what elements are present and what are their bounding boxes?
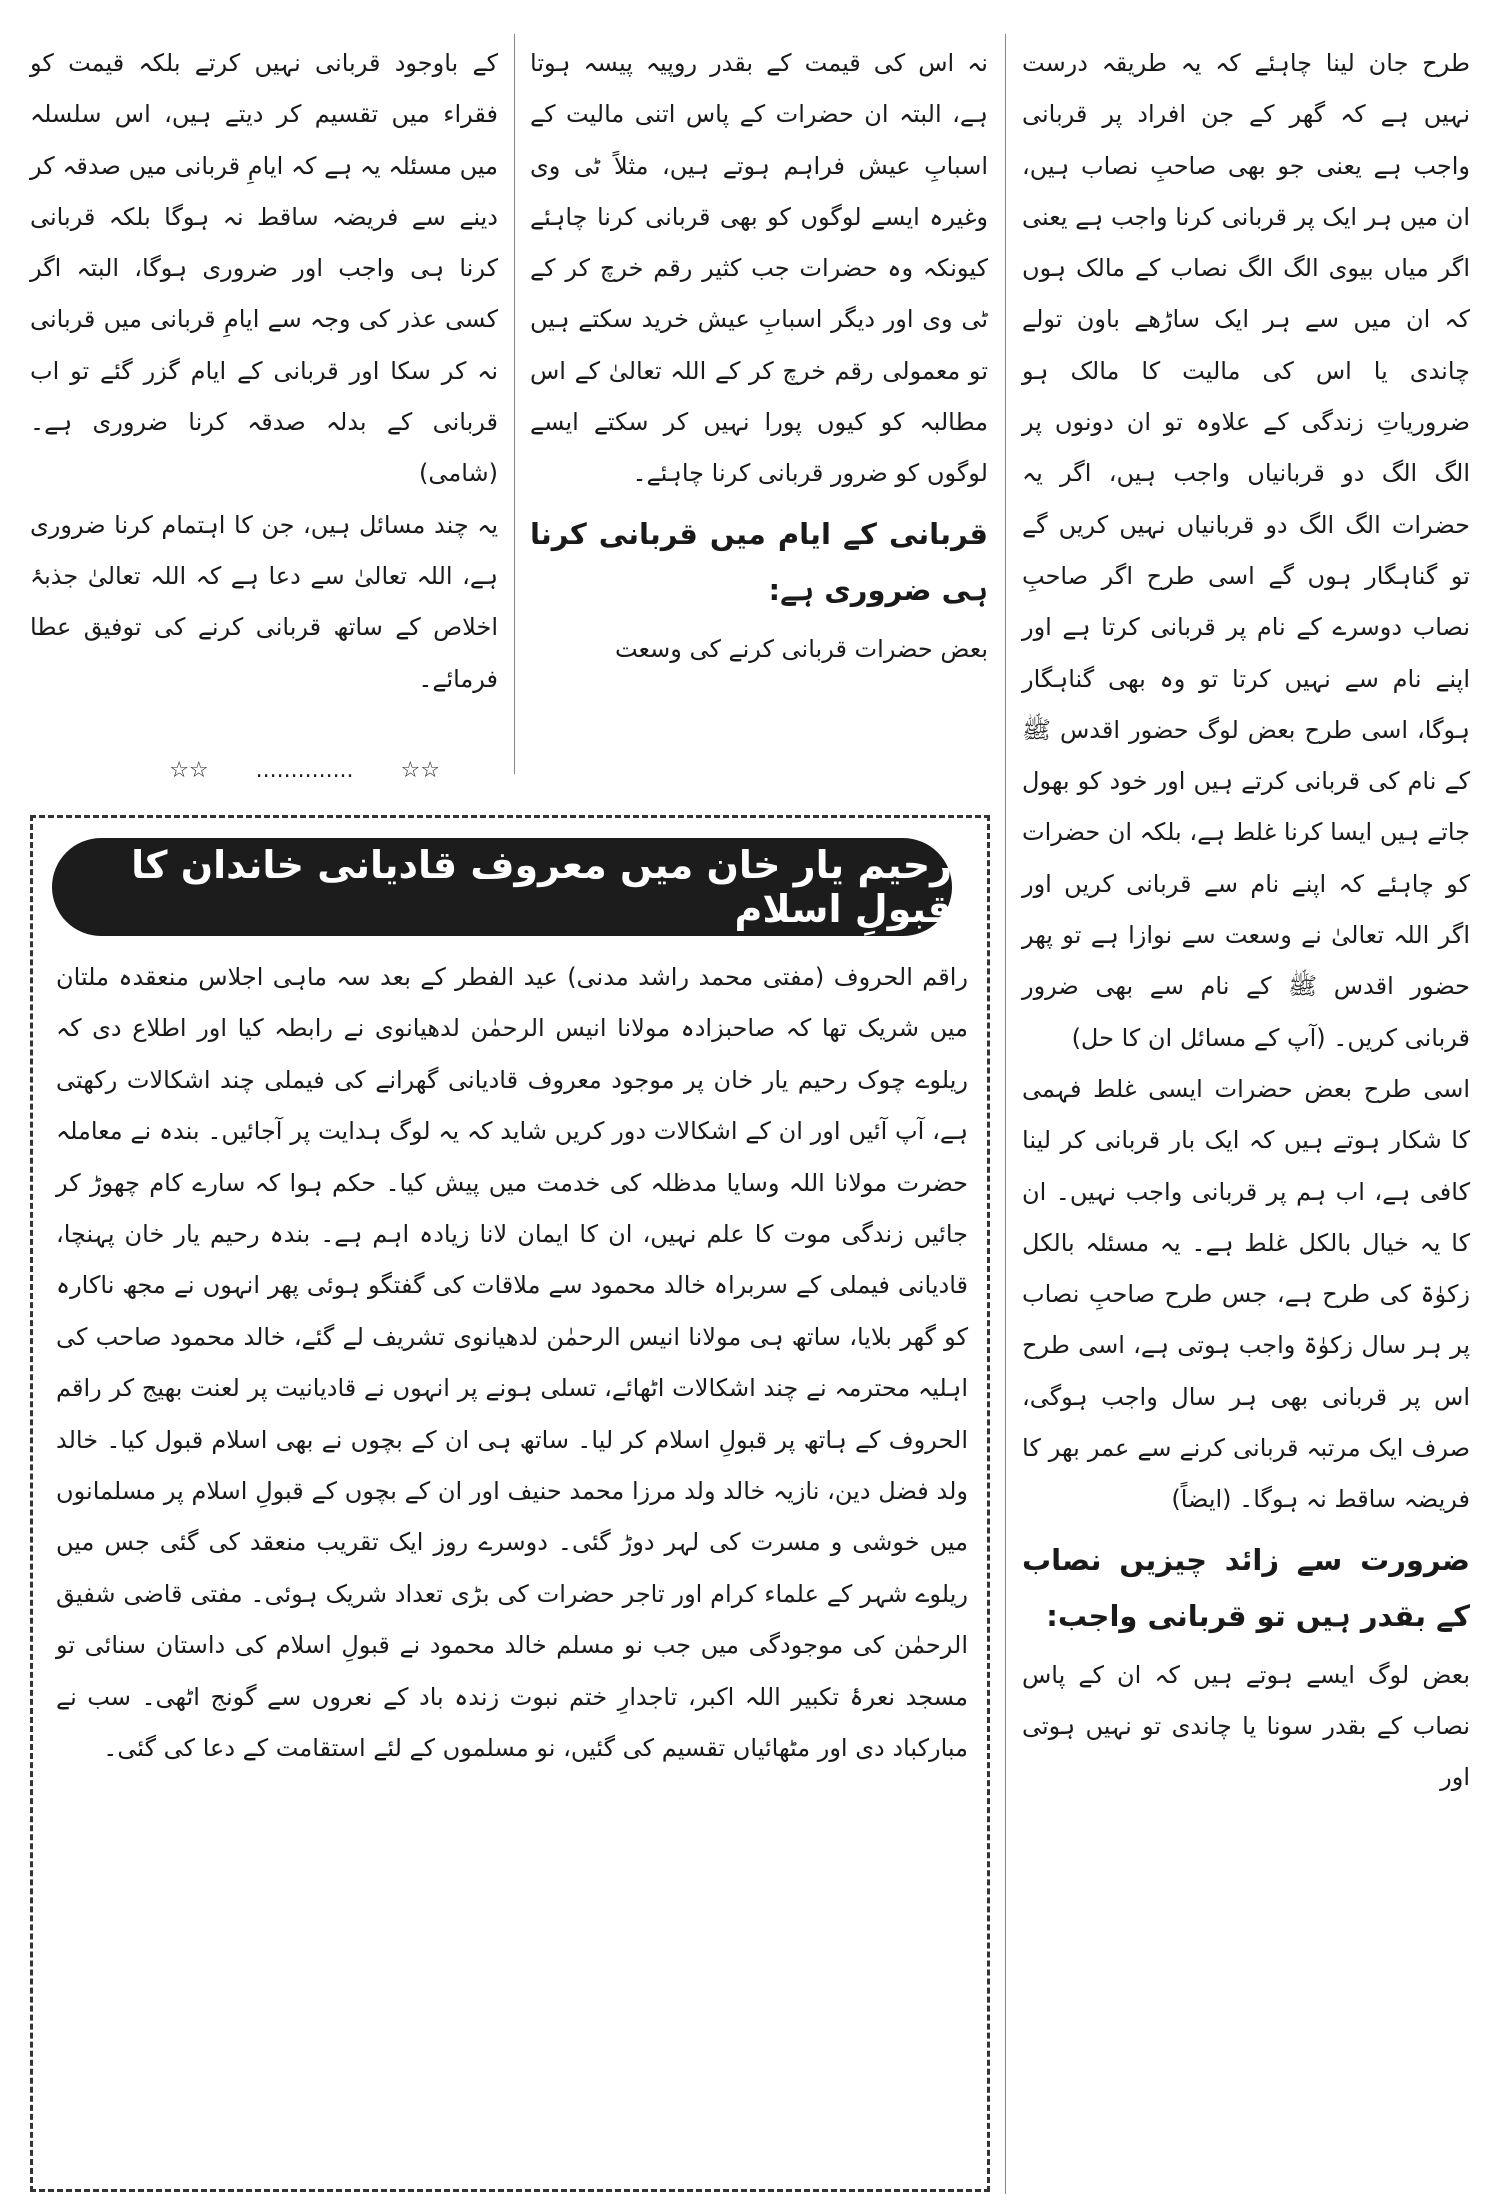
middle-paragraph-1: نہ اس کی قیمت کے بقدر روپیہ پیسہ ہوتا ہے، البتہ ان حضرات کے پاس اتنی مالیت کے اسبابِ عیش فراہم ہوتے ہیں، مثلاً ٹی وی وغیرہ ایسے لوگوں کو بھی قربانی کرنا چاہئے کیونکہ وہ حضرات جب کثیر رقم خرچ کر کے ٹی وی اور دیگر اسبابِ عیش خرید سکتے ہیں تو معمولی رقم خرچ کر کے اللہ تعالیٰ کے اس مطالبہ کو کیوں پورا نہیں کر سکتے ایسے لوگوں کو ضرور قربانی کرنا چاہئے۔ <box>530 49 988 488</box>
middle-section-heading: قربانی کے ایام میں قربانی کرنا ہی ضروری ہے: <box>530 516 988 607</box>
left-paragraph-2: یہ چند مسائل ہیں، جن کا اہتمام کرنا ضروری ہے، اللہ تعالیٰ سے دعا ہے کہ اللہ تعالیٰ جذبۂ اخلاص کے ساتھ قربانی کرنے کی توفیق عطا فرمائے۔ <box>30 510 498 693</box>
section-separator <box>40 758 440 792</box>
column-divider-left <box>514 34 515 774</box>
separator-stars: ☆☆ <box>169 758 209 783</box>
article-title: رحیم یار خان میں معروف قادیانی خاندان کا قبولِ اسلام <box>131 843 952 931</box>
left-paragraph-1: کے باوجود قربانی نہیں کرتے بلکہ قیمت کو فقراء میں تقسیم کر دیتے ہیں، اس سلسلہ میں مسئلہ یہ ہے کہ ایامِ قربانی میں صدقہ کر دینے سے فریضہ ساقط نہ ہوگا بلکہ قربانی کرنا ہی واجب اور ضروری ہوگا، البتہ اگر کسی عذر کی وجہ سے ایامِ قربانی میں قربانی نہ کر سکا اور قربانی کے ایام گزر گئے تو اب قربانی کے بدلہ صدقہ کرنا ضروری ہے۔ (شامی) <box>30 49 498 488</box>
right-section-heading: ضرورت سے زائد چیزیں نصاب کے بقدر ہیں تو قربانی واجب: <box>1022 1542 1470 1633</box>
right-paragraph-2: اسی طرح بعض حضرات ایسی غلط فہمی کا شکار ہوتے ہیں کہ ایک بار قربانی کر لینا کافی ہے، اب ہم پر قربانی واجب نہیں۔ ان کا یہ خیال بالکل غلط ہے۔ یہ مسئلہ بالکل زکوٰۃ کی طرح ہے، جس طرح صاحبِ نصاب پر ہر سال زکوٰۃ واجب ہوتی ہے، اسی طرح اس پر قربانی بھی ہر سال واجب ہوگی، صرف ایک مرتبہ قربانی کرنے سے عمر بھر کا فریضہ ساقط نہ ہوگا۔ (ایضاً) <box>1022 1074 1470 1514</box>
column-divider-right <box>1005 34 1006 2194</box>
separator-stars: ☆☆ <box>400 758 440 783</box>
right-paragraph-1: طرح جان لینا چاہئے کہ یہ طریقہ درست نہیں ہے کہ گھر کے جن افراد پر قربانی واجب ہے یعنی جو بھی صاحبِ نصاب ہیں، ان میں ہر ایک پر قربانی کرنا واجب ہے یعنی اگر میاں بیوی الگ الگ نصاب کے مالک ہوں کہ ان میں سے ہر ایک ساڑھے باون تولے چاندی یا اس کی مالیت کا مالک ہو ضروریاتِ زندگی کے علاوہ تو ان دونوں پر الگ الگ دو قربانیاں واجب ہیں، اگر یہ حضرات الگ الگ دو قربانیاں نہیں کریں گے تو گناہگار ہوں گے اسی طرح اگر صاحبِ نصاب دوسرے کے نام پر قربانی کرتا ہے اور اپنے نام سے نہیں کرتا تو وہ بھی گناہگار ہوگا، اسی طرح بعض لوگ حضور اقدس ﷺ کے نام کی قربانی کرتے ہیں اور خود کو بھول جاتے ہیں ایسا کرنا غلط ہے، بلکہ ان حضرات کو چاہئے کہ اپنے نام سے قربانی کریں اور اگر اللہ تعالیٰ نے وسعت سے نوازا ہے تو پھر حضور اقدس ﷺ کے نام سے بھی ضرور قربانی کریں۔ (آپ کے مسائل ان کا حل) <box>1022 49 1470 1052</box>
right-paragraph-3: بعض لوگ ایسے ہوتے ہیں کہ ان کے پاس نصاب کے بقدر سونا یا چاندی تو نہیں ہوتی اور <box>1022 1660 1470 1792</box>
article-body <box>56 952 968 1775</box>
middle-paragraph-2: بعض حضرات قربانی کرنے کی وسعت <box>614 634 988 663</box>
article-title-banner <box>52 838 952 936</box>
middle-column <box>530 38 988 675</box>
right-column <box>1022 38 1470 1804</box>
article-paragraph: راقم الحروف (مفتی محمد راشد مدنی) عید الفطر کے بعد سہ ماہی اجلاس منعقدہ ملتان میں شریک تھا کہ صاحبزادہ مولانا انیس الرحمٰن لدھیانوی نے رابطہ کیا اور اطلاع دی کہ ریلوے چوک رحیم یار خان پر موجود معروف قادیانی گھرانے کی فیملی چند اشکالات رکھتی ہے، آپ آئیں اور ان کے اشکالات دور کریں شاید کہ یہ لوگ ہدایت پر آجائیں۔ بندہ نے معاملہ حضرت مولانا اللہ وسایا مدظلہ کی خدمت میں پیش کیا۔ حکم ہوا کہ سارے کام چھوڑ کر جائیں زندگی موت کا علم نہیں، ان کا ایمان لانا زیادہ اہم ہے۔ بندہ رحیم یار خان پہنچا، قادیانی فیملی کے سربراہ خالد محمود سے ملاقات کی گفتگو ہوئی پھر انہوں نے مجھ ناکارہ کو گھر بلایا، ساتھ ہی مولانا انیس الرحمٰن لدھیانوی تشریف لے گئے، خالد محمود صاحب کی اہلیہ محترمہ نے چند اشکالات اٹھائے، تسلی ہونے پر انہوں نے قادیانیت پر لعنت بھیج کر راقم الحروف کے ہاتھ پر قبولِ اسلام کر لیا۔ ساتھ ہی ان کے بچوں نے بھی اسلام قبول کیا۔ خالد ولد فضل دین، نازیہ خالد ولد مرزا محمد حنیف اور ان کے بچوں کے قبولِ اسلام پر مسلمانوں میں خوشی و مسرت کی لہر دوڑ گئی۔ دوسرے روز ایک تقریب منعقد کی گئی جس میں ریلوے شہر کے علماء کرام اور تاجر حضرات کی بڑی تعداد شریک ہوئی۔ مفتی قاضی شفیق الرحمٰن کی موجودگی میں جب نو مسلم خالد محمود نے قبولِ اسلام کی داستان سنائی تو مسجد نعرۂ تکبیر اللہ اکبر، تاجدارِ ختم نبوت زندہ باد کے نعروں سے گونج اٹھی۔ سب نے مبارکباد دی اور مٹھائیاں تقسیم کی گئیں، نو مسلموں کے لئے استقامت کے دعا کی گئی۔ <box>56 963 968 1763</box>
separator-dots: .............. <box>255 758 354 783</box>
left-column <box>30 38 498 705</box>
